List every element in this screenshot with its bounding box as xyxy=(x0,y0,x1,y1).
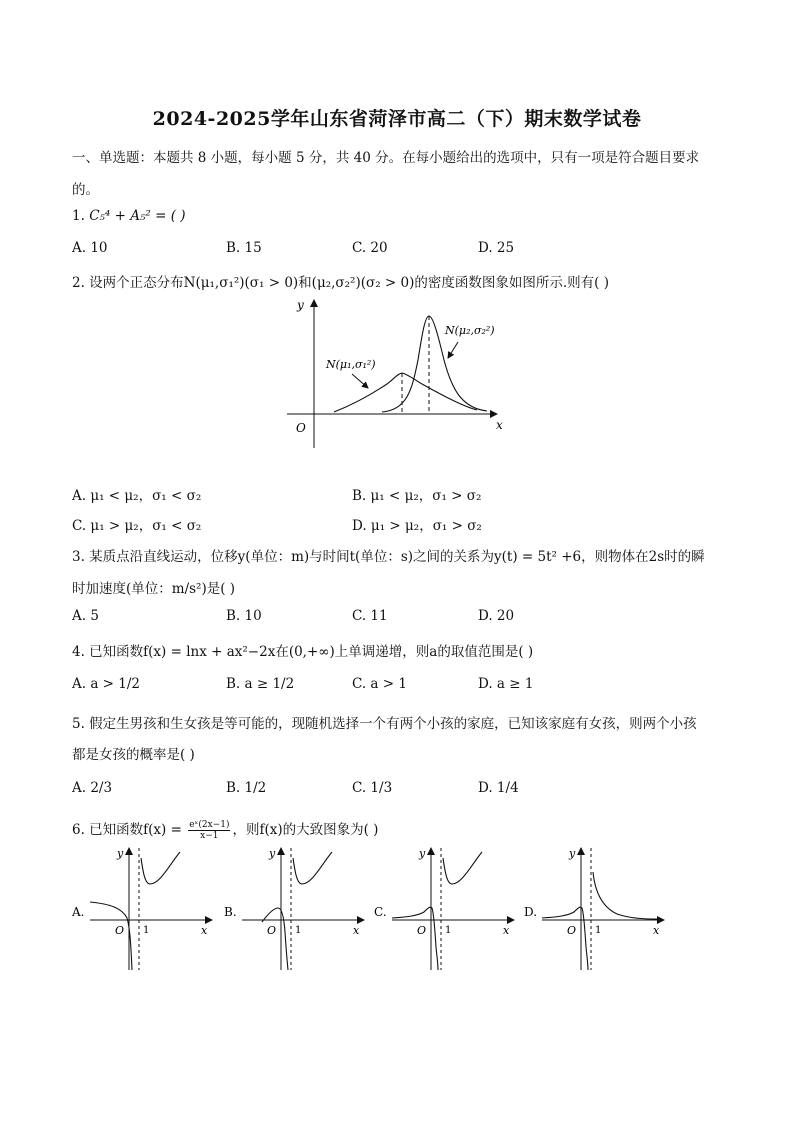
curve-2-label: N(μ₂,σ₂²) xyxy=(445,324,495,337)
graph-b-origin: O xyxy=(267,924,277,937)
curve-2-pointer xyxy=(448,342,458,358)
question-3-option-d: D. 20 xyxy=(478,608,515,624)
question-6-fraction-numerator: eˣ(2x−1) xyxy=(189,820,230,830)
question-1-number: 1. xyxy=(72,208,85,224)
question-2-option-d: D. μ₁ > μ₂，σ₁ > σ₂ xyxy=(352,518,482,534)
graph-b-tick: 1 xyxy=(295,925,302,936)
graph-a-label: A. xyxy=(72,905,85,919)
question-5-stem-line2: 都是女孩的概率是( ) xyxy=(72,747,195,763)
question-4-option-c: C. a > 1 xyxy=(352,676,407,692)
graph-a-right-branch xyxy=(141,852,180,884)
question-3-stem-line1: 3. 某质点沿直线运动，位移y(单位：m)与时间t(单位：s)之间的关系为y(t) = 5t² +6，则物体在2s时的瞬 xyxy=(72,549,705,565)
graph-d-origin: O xyxy=(567,924,577,937)
question-5-option-b: B. 1/2 xyxy=(226,780,267,796)
question-2-option-c: C. μ₁ > μ₂，σ₁ < σ₂ xyxy=(72,518,202,534)
question-5-stem-line1: 5. 假定生男孩和生女孩是等可能的，现随机选择一个有两个小孩的家庭，已知该家庭有女孩，则两个小孩 xyxy=(72,716,697,732)
section-instructions-line2: 的。 xyxy=(72,182,99,198)
y-axis-label: y xyxy=(297,298,304,312)
question-3-option-c: C. 11 xyxy=(352,608,388,624)
graph-a-x-label: x xyxy=(201,924,208,937)
question-1-option-d: D. 25 xyxy=(478,240,515,256)
graph-d-right-branch xyxy=(593,872,657,919)
graph-c-origin: O xyxy=(417,924,427,937)
question-6-graph-a xyxy=(70,842,218,972)
question-4-option-b: B. a ≥ 1/2 xyxy=(226,676,295,692)
question-1-option-c: C. 20 xyxy=(352,240,388,256)
graph-d-label: D. xyxy=(524,905,538,919)
curve-1-pointer xyxy=(352,374,368,388)
question-6-fraction xyxy=(188,820,230,841)
graph-b-right-branch xyxy=(293,852,332,884)
graph-a-origin: O xyxy=(115,924,125,937)
question-6-stem-prefix: 6. 已知函数f(x) = xyxy=(72,822,187,838)
question-1-stem xyxy=(72,208,186,224)
question-3-option-a: A. 5 xyxy=(72,608,99,624)
section-instructions-line1: 一、单选题：本题共 8 小题，每小题 5 分，共 40 分。在每小题给出的选项中，只有一项是符合题目要求 xyxy=(72,150,700,166)
question-2-normal-density-graph xyxy=(282,290,512,450)
question-6-stem-suffix: ，则f(x)的大致图象为( ) xyxy=(232,822,379,838)
graph-c-y-label: y xyxy=(419,847,426,860)
graph-b-x-label: x xyxy=(353,924,360,937)
page-title: 2024-2025学年山东省菏泽市高二（下）期末数学试卷 xyxy=(152,108,642,130)
question-3-stem-line2: 时加速度(单位：m/s²)是( ) xyxy=(72,581,236,597)
graph-a-y-label: y xyxy=(117,847,124,860)
graph-a-left-branch xyxy=(90,902,132,970)
question-6-graph-b xyxy=(222,842,370,972)
question-6-fraction-denominator: x−1 xyxy=(200,831,219,841)
question-1-expression: C₅⁴ + A₅² = ( ) xyxy=(89,208,186,224)
graph-a-tick: 1 xyxy=(143,925,150,936)
x-axis-label: x xyxy=(496,418,503,432)
question-5-option-d: D. 1/4 xyxy=(478,780,519,796)
question-6-stem xyxy=(72,818,378,841)
graph-d-y-label: y xyxy=(569,847,576,860)
question-6-graph-d xyxy=(522,842,670,972)
graph-d-x-label: x xyxy=(653,924,660,937)
graph-b-label: B. xyxy=(224,905,237,919)
question-5-option-a: A. 2/3 xyxy=(72,780,113,796)
question-1-option-b: B. 15 xyxy=(226,240,262,256)
graph-b-y-label: y xyxy=(269,847,276,860)
curve-1-label: N(μ₁,σ₁²) xyxy=(326,358,376,371)
graph-b-left-branch xyxy=(262,908,288,970)
question-4-stem: 4. 已知函数f(x) = lnx + ax²−2x在(0,+∞)上单调递增，则a的取值范围是( ) xyxy=(72,644,534,660)
question-1-option-a: A. 10 xyxy=(72,240,108,256)
question-4-option-a: A. a > 1/2 xyxy=(72,676,141,692)
question-6-graph-c xyxy=(372,842,520,972)
graph-c-right-branch xyxy=(443,852,482,884)
question-3-option-b: B. 10 xyxy=(226,608,262,624)
origin-label: O xyxy=(296,421,306,435)
question-2-stem: 2. 设两个正态分布N(μ₁,σ₁²)(σ₁ > 0)和(μ₂,σ₂²)(σ₂ > 0)的密度函数图象如图所示.则有( ) xyxy=(72,275,609,291)
curve-1 xyxy=(334,373,477,412)
graph-c-x-label: x xyxy=(503,924,510,937)
graph-c-tick: 1 xyxy=(445,925,452,936)
question-5-option-c: C. 1/3 xyxy=(352,780,393,796)
graph-c-label: C. xyxy=(374,905,387,919)
question-2-option-a: A. μ₁ < μ₂，σ₁ < σ₂ xyxy=(72,488,202,504)
question-4-option-d: D. a ≥ 1 xyxy=(478,676,534,692)
question-2-option-b: B. μ₁ < μ₂，σ₁ > σ₂ xyxy=(352,488,482,504)
graph-d-tick: 1 xyxy=(595,925,602,936)
